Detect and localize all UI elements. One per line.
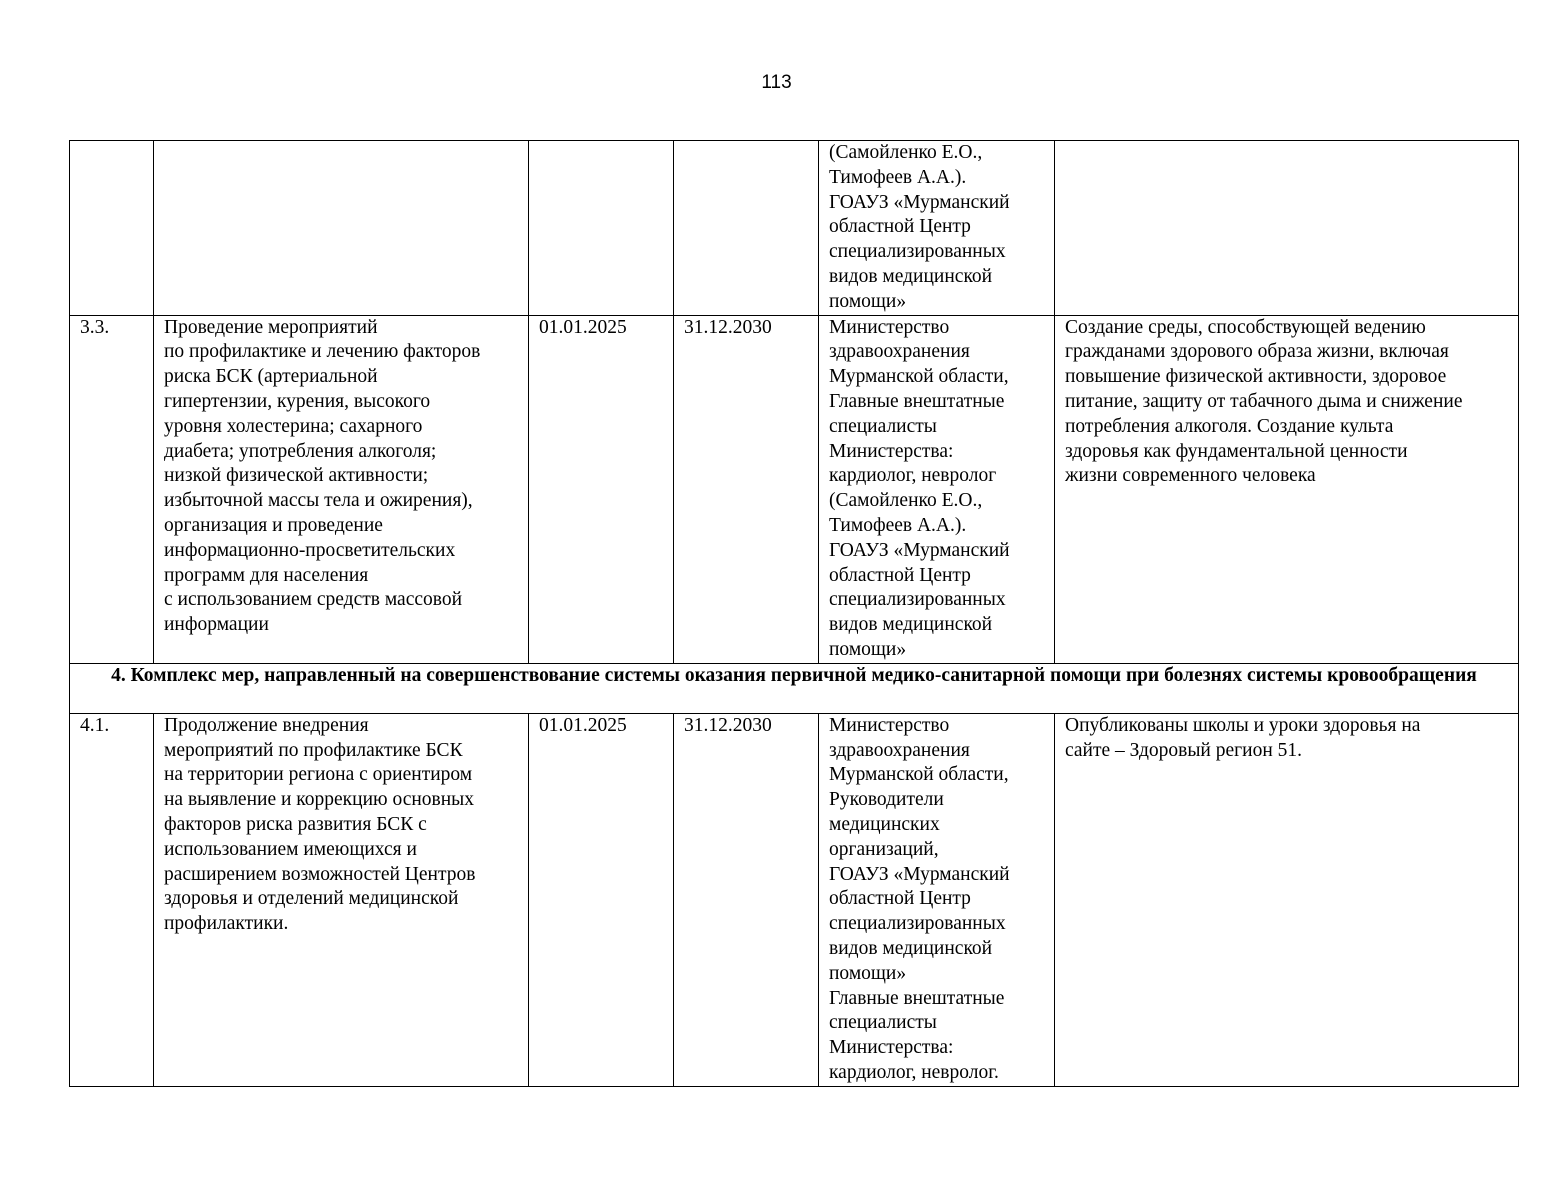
end-date-cell: [674, 141, 819, 316]
table-row-3-3: [70, 315, 1519, 663]
action-plan-table: [69, 140, 1519, 1087]
table-row-4-1: [70, 713, 1519, 1086]
activity-cell: Проведение мероприятий по профилактике и лечению факторов риска БСК (артериальной гипертензии, курения, высокого уровня холестерина; сахарного диабета; употребления алкоголя; низкой физической активности; избыточной массы тела и ожирения), организация и проведение информационно-просветительских программ для населения с использованием средств массовой информации: [154, 315, 529, 663]
end-date-cell: 31.12.2030: [674, 713, 819, 1086]
section-header-row: [70, 663, 1519, 713]
section-4-title: 4. Комплекс мер, направленный на совершенствование системы оказания первичной медико-санитарной помощи при болезнях системы кровообращения: [70, 663, 1519, 713]
responsible-cell: (Самойленко Е.О., Тимофеев А.А.). ГОАУЗ «Мурманский областной Центр специализированных видов медицинской помощи»: [819, 141, 1055, 316]
responsible-cell: Министерство здравоохранения Мурманской области, Главные внештатные специалисты Министерства: кардиолог, невролог (Самойленко Е.О., Тимофеев А.А.). ГОАУЗ «Мурманский областной Центр специализированных видов медицинской помощи»: [819, 315, 1055, 663]
result-cell: [1055, 141, 1519, 316]
activity-cell: [154, 141, 529, 316]
start-date-cell: 01.01.2025: [529, 315, 674, 663]
end-date-cell: 31.12.2030: [674, 315, 819, 663]
row-number: 4.1.: [70, 713, 154, 1086]
page-number: 113: [761, 72, 792, 93]
responsible-cell: Министерство здравоохранения Мурманской области, Руководители медицинских организаций, ГОАУЗ «Мурманский областной Центр специализированных видов медицинской помощи» Главные внештатные специалисты Министерства: кардиолог, невролог.: [819, 713, 1055, 1086]
start-date-cell: [529, 141, 674, 316]
activity-cell: Продолжение внедрения мероприятий по профилактике БСК на территории региона с ориентиром на выявление и коррекцию основных факторов риска развития БСК с использованием имеющихся и расширением возможностей Центров здоровья и отделений медицинской профилактики.: [154, 713, 529, 1086]
row-number: 3.3.: [70, 315, 154, 663]
start-date-cell: 01.01.2025: [529, 713, 674, 1086]
table-row-continuation: [70, 141, 1519, 316]
result-cell: Опубликованы школы и уроки здоровья на сайте – Здоровый регион 51.: [1055, 713, 1519, 1086]
result-cell: Создание среды, способствующей ведению гражданами здорового образа жизни, включая повышение физической активности, здоровое питание, защиту от табачного дыма и снижение потребления алкоголя. Создание культа здоровья как фундаментальной ценности жизни современного человека: [1055, 315, 1519, 663]
row-number: [70, 141, 154, 316]
